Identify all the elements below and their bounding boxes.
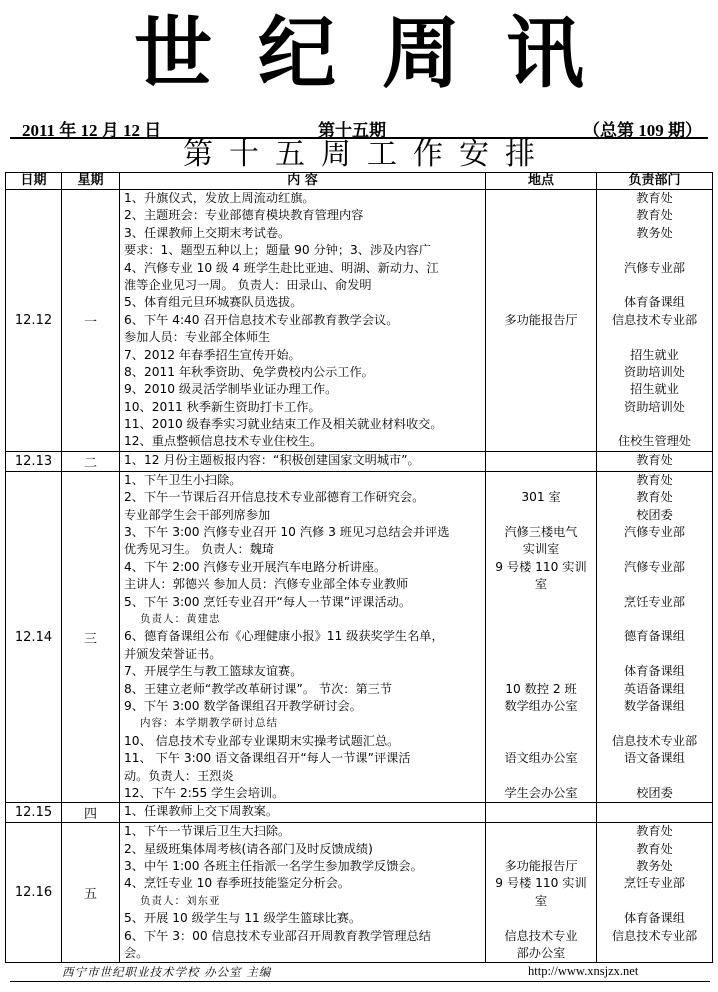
responsible-line: 教育处: [636, 472, 673, 487]
row-date: 12.16: [6, 823, 62, 963]
responsible-line: 招生就业: [630, 347, 679, 362]
place-line: 部办公室: [516, 946, 566, 961]
responsible-line: 语文备课组: [624, 751, 685, 766]
row-weekday: 二: [62, 451, 120, 471]
row-weekday: 三: [62, 471, 120, 802]
place-line: [486, 242, 596, 259]
header-place: 地点: [486, 173, 597, 190]
responsible-line: 信息技术专业部: [611, 312, 698, 327]
place-line: 汽修三楼电气: [504, 525, 578, 540]
place-line: 多功能报告厅: [504, 859, 578, 874]
place-line: 室: [534, 577, 548, 592]
row-weekday: 一: [62, 190, 120, 452]
responsible-line: [597, 611, 712, 628]
responsible-line: [597, 715, 712, 732]
header-weekday: 星期: [62, 173, 120, 190]
responsible-line: 信息技术专业部: [611, 928, 698, 943]
masthead-title: 世纪周讯: [133, 8, 630, 99]
table-row: [6, 803, 713, 823]
content-line: 7、开展学生与教工篮球友谊赛。: [124, 664, 303, 679]
content-line: 8、王建立老师“教学改革研讨课”。 节次：第三节: [124, 681, 393, 696]
content-line: 2、主题班会：专业部德育模块教育管理内容: [124, 208, 364, 223]
content-line: 1、下午卫生小扫除。: [124, 472, 242, 487]
responsible-line: [597, 576, 712, 593]
place-line: [486, 416, 596, 433]
place-line: [486, 803, 596, 820]
schedule-title: 第十五周工作安排: [183, 137, 551, 172]
row-weekday: 四: [62, 803, 120, 823]
responsible-line: 校团委: [636, 785, 673, 800]
responsible-line: 住校生管理处: [617, 434, 692, 449]
responsible-line: [597, 768, 712, 785]
row-date: 12.13: [6, 451, 62, 471]
row-content: [120, 451, 486, 471]
responsible-line: 资助培训处: [624, 364, 685, 379]
place-line: [486, 841, 596, 858]
content-line: 8、2011 年秋季资助、免学费校内公示工作。: [124, 364, 374, 379]
content-line: 优秀见习生。 负责人：魏琦: [124, 542, 275, 557]
row-content: [120, 190, 486, 452]
content-line: 5、开展 10 级学生与 11 级学生篮球比赛。: [124, 911, 362, 926]
place-line: [486, 715, 596, 732]
content-line: 主讲人：郭德兴 参加人员：汽修专业部全体专业教师: [124, 577, 409, 592]
content-line: 9、下午 3:00 数学备课组召开教学研讨会。: [124, 698, 362, 713]
issue-total: （总第 109 期）: [583, 121, 702, 140]
responsible-line: [597, 329, 712, 346]
place-line: [486, 611, 596, 628]
row-responsible: [597, 803, 713, 823]
content-line: 参加人员：专业部全体师生: [124, 330, 271, 345]
footer-url[interactable]: http://www.xnsjzx.net: [528, 964, 639, 978]
place-line: 301 室: [521, 490, 561, 505]
place-line: [486, 381, 596, 398]
content-line: 6、德育备课组公布《心理健康小报》11 级获奖学生名单，: [124, 629, 444, 644]
row-responsible: [597, 823, 713, 963]
header-responsible: 负责部门: [597, 173, 713, 190]
row-date: 12.15: [6, 803, 62, 823]
responsible-line: 教务处: [636, 859, 673, 874]
place-line: [486, 433, 596, 450]
place-line: 室: [534, 893, 548, 908]
content-line: 要求：1、题型五种以上；题量 90 分钟；3、涉及内容广: [124, 243, 431, 258]
table-row: [6, 190, 713, 452]
content-line: 5、下午 3:00 烹饪专业召开“每人一节课”评课活动。: [124, 594, 412, 609]
content-line: 11、2010 级春季实习就业结束工作及相关就业材料收交。: [124, 417, 443, 432]
content-line: 11、 下午 3:00 语文备课组召开“每人一节课”评课活: [124, 751, 411, 766]
row-content: [120, 471, 486, 802]
responsible-line: 汽修专业部: [624, 525, 685, 540]
content-line: 1、下午一节课后卫生大扫除。: [124, 824, 291, 839]
place-line: 多功能报告厅: [504, 312, 578, 327]
row-responsible: [597, 190, 713, 452]
table-row: [6, 451, 713, 471]
place-line: 信息技术专业: [504, 928, 578, 943]
responsible-line: 教育处: [636, 208, 673, 223]
schedule-table: [5, 172, 713, 963]
responsible-line: 体育备课组: [624, 911, 685, 926]
content-line: 并颁发荣誉证书。: [124, 646, 222, 661]
content-line: 12、重点整顿信息技术专业住校生。: [124, 434, 323, 449]
content-line: 1、升旗仪式，发放上周流动红旗。: [124, 191, 315, 205]
content-line: 10、 信息技术专业部专业课期末实操考试题汇总。: [124, 733, 400, 748]
place-line: 9 号楼 110 实训: [495, 559, 587, 574]
responsible-line: 教育处: [636, 490, 673, 505]
content-line: 动。负责人：王烈炎: [124, 768, 234, 783]
responsible-line: 教务处: [636, 225, 673, 240]
content-line: 12、下午 2:55 学生会培训。: [124, 785, 285, 800]
content-line: 10、2011 秋季新生资助打卡工作。: [124, 399, 321, 414]
place-line: [486, 294, 596, 311]
responsible-line: 体育备课组: [624, 295, 685, 310]
place-line: 语文组办公室: [504, 751, 578, 766]
table-row: [6, 823, 713, 963]
responsible-line: [597, 945, 712, 962]
content-line: 负责人：黄建忠: [140, 612, 221, 625]
responsible-line: 教育处: [636, 191, 673, 205]
place-line: [486, 190, 596, 207]
content-line: 3、中午 1:00 各班主任指派一名学生参加教学反馈会。: [124, 859, 423, 874]
place-line: [486, 225, 596, 242]
row-place: [486, 803, 597, 823]
place-line: [486, 277, 596, 294]
content-line: 专业部学生会干部列席参加: [124, 507, 271, 522]
place-line: [486, 823, 596, 840]
schedule-body: [6, 190, 713, 963]
place-line: [486, 507, 596, 524]
content-line: 9、2010 级灵活学制毕业证办理工作。: [124, 382, 338, 397]
content-line: 1、任课教师上交下周教案。: [124, 804, 279, 819]
responsible-line: 汽修专业部: [624, 559, 685, 574]
place-line: 数学组办公室: [504, 698, 578, 713]
responsible-line: 教育处: [636, 452, 673, 467]
place-line: [486, 260, 596, 277]
row-place: [486, 823, 597, 963]
content-line: 4、下午 2:00 汽修专业开展汽车电路分析讲座。: [124, 559, 387, 574]
responsible-line: 烹饪专业部: [624, 594, 685, 609]
responsible-line: 英语备课组: [624, 681, 685, 696]
responsible-line: 教育处: [636, 841, 673, 856]
place-line: 学生会办公室: [504, 785, 578, 800]
responsible-line: 烹饪专业部: [624, 876, 685, 891]
row-responsible: [597, 451, 713, 471]
row-place: [486, 471, 597, 802]
content-line: 内容：本学期教学研讨总结: [140, 717, 278, 730]
header-date: 日期: [6, 173, 62, 190]
content-line: 会。: [124, 946, 149, 961]
responsible-line: [597, 646, 712, 663]
responsible-line: 信息技术专业部: [611, 733, 698, 748]
content-line: 4、汽修专业 10 级 4 班学生赴比亚迪、明湖、新动力、江: [124, 260, 439, 275]
content-line: 7、2012 年春季招生宣传开始。: [124, 347, 301, 362]
place-line: [486, 364, 596, 381]
place-line: 10 数控 2 班: [505, 681, 577, 696]
dateline: [22, 116, 702, 138]
row-date: 12.14: [6, 471, 62, 802]
place-line: [486, 646, 596, 663]
content-line: 6、下午 3：00 信息技术专业部召开周教育教学管理总结: [124, 928, 431, 943]
responsible-line: 体育备课组: [624, 664, 685, 679]
place-line: 9 号楼 110 实训: [495, 876, 587, 891]
place-line: [486, 733, 596, 750]
footer-org: 西宁市世纪职业技术学校 办公室 主编: [62, 965, 272, 979]
table-row: [6, 471, 713, 802]
table-header-row: [6, 173, 713, 190]
responsible-line: 数学备课组: [624, 698, 685, 713]
row-weekday: 五: [62, 823, 120, 963]
content-line: 5、体育组元旦环城赛队员选拔。: [124, 295, 303, 310]
place-line: [486, 910, 596, 927]
place-line: [486, 594, 596, 611]
responsible-line: 德育备课组: [624, 629, 685, 644]
responsible-line: [597, 893, 712, 910]
content-line: 4、烹饪专业 10 春季班技能鉴定分析会。: [124, 876, 351, 891]
place-line: [486, 472, 596, 489]
responsible-line: [597, 277, 712, 294]
content-line: 3、下午 3:00 汽修专业召开 10 汽修 3 班见习总结会并评选: [124, 525, 450, 540]
row-content: [120, 823, 486, 963]
responsible-line: 招生就业: [630, 382, 679, 397]
place-line: [486, 347, 596, 364]
responsible-line: 资助培训处: [624, 399, 685, 414]
responsible-line: [597, 242, 712, 259]
place-line: [486, 628, 596, 645]
content-line: 淮等企业见习一周。 负责人：田录山、俞发明: [124, 277, 372, 292]
responsible-line: [597, 803, 712, 820]
place-line: [486, 768, 596, 785]
place-line: 实训室: [522, 542, 560, 557]
content-line: 2、星级班集体周考核(请各部门及时反馈成绩): [124, 841, 373, 856]
place-line: [486, 663, 596, 680]
responsible-line: [597, 416, 712, 433]
place-line: [486, 399, 596, 416]
responsible-line: 汽修专业部: [624, 260, 685, 275]
content-line: 1、12 月份主题板报内容：“积极创建国家文明城市”。: [124, 452, 420, 467]
row-content: [120, 803, 486, 823]
content-line: 6、下午 4:40 召开信息技术专业部教育教学会议。: [124, 312, 399, 327]
row-date: 12.12: [6, 190, 62, 452]
header-content: 内 容: [120, 173, 486, 190]
place-line: [486, 207, 596, 224]
content-line: 负责人：刘东亚: [140, 894, 221, 907]
responsible-line: 校团委: [636, 507, 673, 522]
responsible-line: [597, 541, 712, 558]
content-line: 2、下午一节课后召开信息技术专业部德育工作研究会。: [124, 490, 425, 505]
responsible-line: 教育处: [636, 824, 673, 839]
issue-number: 第十五期: [318, 121, 386, 140]
issue-date: 2011 年 12 月 12 日: [22, 121, 162, 140]
content-line: 3、任课教师上交期末考试卷。: [124, 225, 291, 240]
row-place: [486, 451, 597, 471]
row-place: [486, 190, 597, 452]
place-line: [486, 452, 596, 469]
row-responsible: [597, 471, 713, 802]
place-line: [486, 329, 596, 346]
footer-rule: [10, 981, 710, 982]
